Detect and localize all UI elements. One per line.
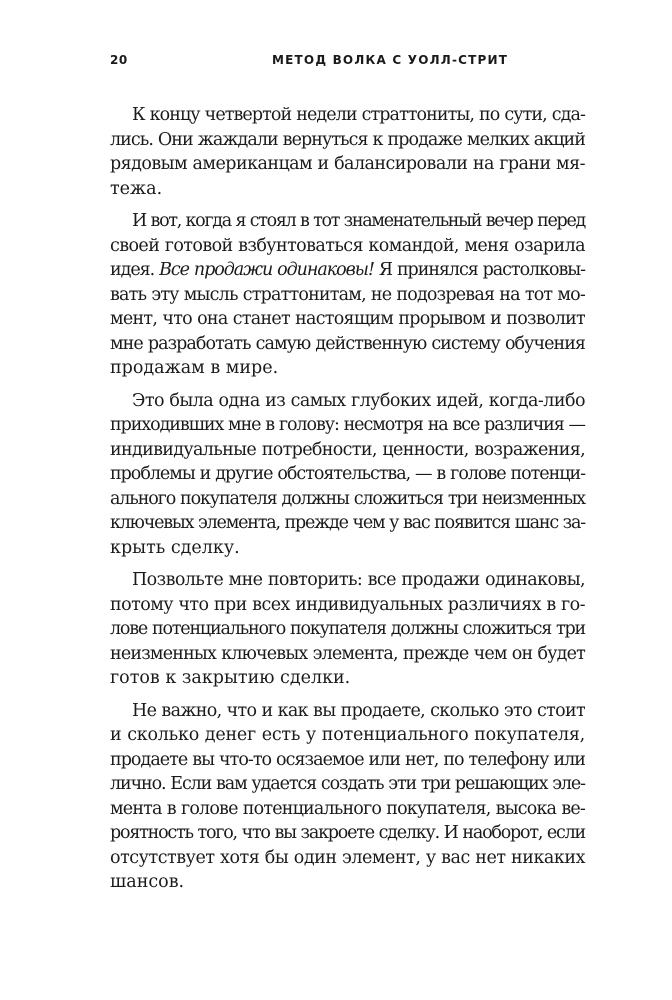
text-line: отсутствует хотя бы один элемент, у вас нет никаких xyxy=(110,847,585,868)
text-line: шансов. xyxy=(110,872,185,892)
text-line: рядовым американцам и балансировали на грани мя- xyxy=(110,154,585,174)
text-line: мента в голове потенциального покупателя, высока ве- xyxy=(110,798,585,819)
text-line: готов к закрытию сделки. xyxy=(110,668,351,688)
text-line: лове потенциального покупателя должны сложиться три xyxy=(110,619,585,639)
text-line: Это была одна из самых глубоких идей, когда-либо xyxy=(132,390,585,411)
text-line: неизменных ключевых элемента, прежде чем он будет xyxy=(110,643,585,664)
running-title: МЕТОД ВОЛКА С УОЛЛ-СТРИТ xyxy=(272,53,509,67)
text-line: И вот, когда я стоял в тот знаменательный вечер перед xyxy=(132,211,585,231)
text-line: К концу четвертой недели страттониты, по сути, сда- xyxy=(132,105,585,125)
paragraph-5 xyxy=(110,699,585,895)
emphasis-text: Все продажи одинаковы! xyxy=(159,260,374,280)
text-line: своей готовой взбунтоваться командой, меня озарила xyxy=(110,235,585,256)
running-head xyxy=(110,53,564,71)
text-line: Не важно, что и как вы продаете, сколько это стоит xyxy=(132,700,585,721)
text-line: роятность того, что вы закроете сделку. И наоборот, если xyxy=(110,823,585,843)
text-line: продажам в мире. xyxy=(110,358,279,378)
body-text xyxy=(110,103,585,895)
text-line: вать эту мысль страттонитам, не подозревая на тот мо- xyxy=(110,284,585,305)
text-line: ключевых элемента, прежде чем у вас появится шанс за- xyxy=(110,513,585,533)
text-line: мент, что она станет настоящим прорывом и позволит xyxy=(110,309,585,329)
text-line: приходивших мне в голову: несмотря на все различия — xyxy=(110,415,585,435)
paragraph-1 xyxy=(110,103,585,201)
text-line: ального покупателя должны сложиться три неизменных xyxy=(110,488,585,509)
text-line: лично. Если вам удается создать эти три решающих эле- xyxy=(110,774,585,794)
paragraph-3 xyxy=(110,389,585,561)
text-line: индивидуальные потребности, ценности, возражения, xyxy=(110,439,585,460)
text-line: продаете вы что-то осязаемое или нет, по телефону или xyxy=(110,749,585,770)
paragraph-2 xyxy=(110,209,585,381)
text-line: проблемы и другие обстоятельства, — в голове потенци- xyxy=(110,464,585,484)
text-line: Позвольте мне повторить: все продажи одинаковы, xyxy=(132,570,585,590)
text-line: потому что при всех индивидуальных различиях в го- xyxy=(110,594,585,615)
paragraph-4 xyxy=(110,568,585,691)
text-line: и сколько денег есть у потенциального покупателя, xyxy=(110,725,585,745)
text-line: мне разработать самую действенную систему обучения xyxy=(110,333,585,354)
text-line: крыть сделку. xyxy=(110,537,240,558)
text-fragment: Я принялся растолковы- xyxy=(378,260,586,280)
text-line: лись. Они жаждали вернуться к продаже мелких акций xyxy=(110,129,585,150)
text-line: тежа. xyxy=(110,178,163,199)
text-fragment: идея. xyxy=(110,260,155,280)
text-line-mixed xyxy=(110,258,585,283)
page-number: 20 xyxy=(110,53,128,67)
